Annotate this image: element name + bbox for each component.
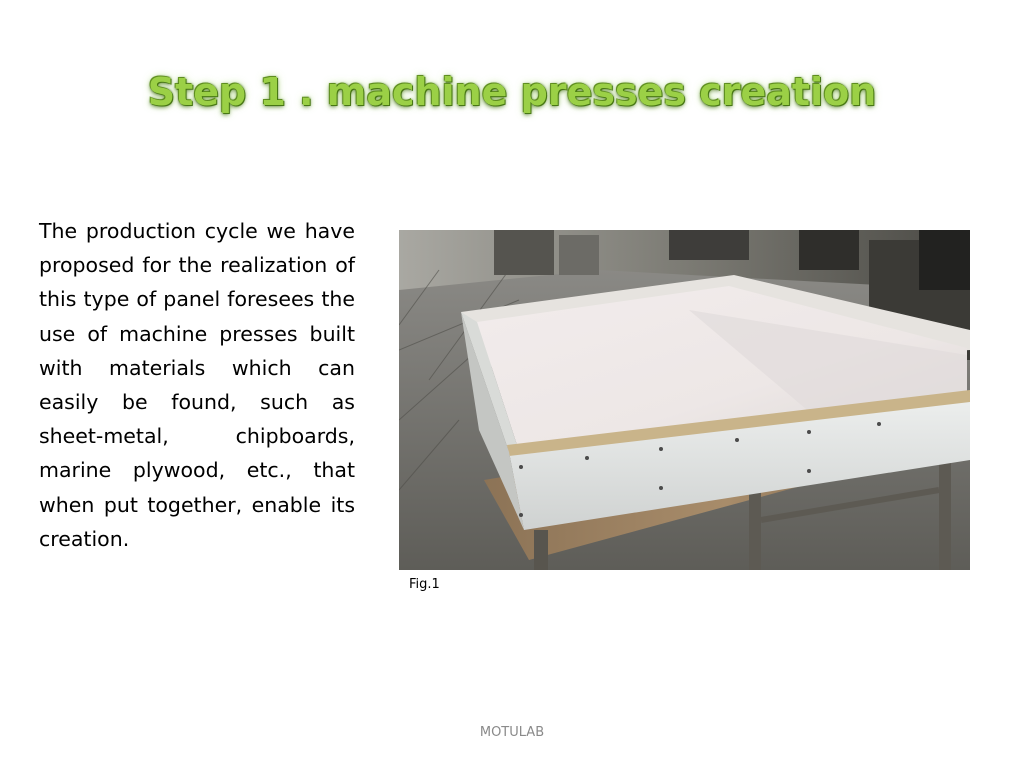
figure-caption: Fig.1 (409, 577, 440, 592)
slide-title: Step 1 . machine presses creation (147, 70, 877, 114)
figure-photo (399, 230, 970, 570)
press-mold-photo (399, 230, 970, 570)
footer-label: MOTULAB (479, 725, 545, 740)
body-paragraph: The production cycle we have proposed for the realization of this type of panel foresees the use of machine presses built with materials which can easily be found, such as sheet-metal, chipboards, marine plywood, etc., that when put together, enable its creation. (39, 219, 355, 551)
